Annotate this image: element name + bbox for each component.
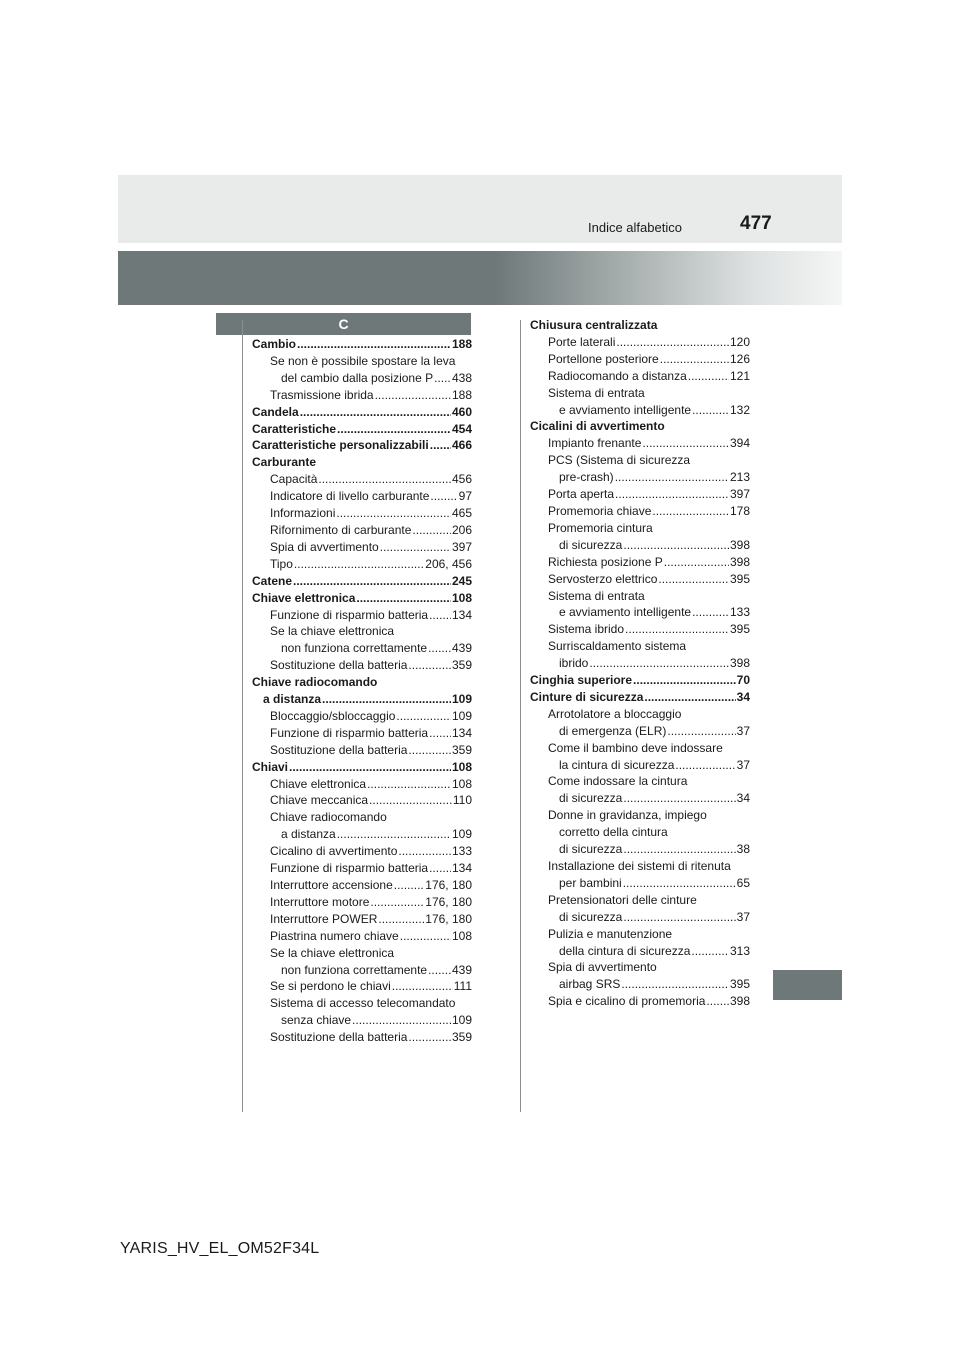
index-entry [252, 522, 472, 539]
index-entry [252, 353, 472, 370]
index-entry-page: 108 [451, 590, 472, 605]
index-entry [252, 995, 472, 1012]
dot-leader [337, 421, 451, 438]
index-entry [252, 607, 472, 624]
dot-leader [428, 962, 451, 979]
index-entry [530, 385, 750, 402]
index-entry-page: 398 [729, 537, 750, 552]
index-entry [530, 892, 750, 909]
index-entry-term: Sostituzione della batteria [270, 742, 408, 757]
index-entry-term: Cicalino di avvertimento [270, 844, 398, 859]
index-entry-term: Interruttore POWER [270, 911, 378, 926]
index-entry-page: 245 [451, 573, 472, 588]
index-entry-term: Sistema di entrata [548, 385, 645, 400]
index-entry [252, 370, 472, 387]
index-entry-term: Promemoria chiave [548, 503, 652, 518]
index-entry-page: 178 [729, 503, 750, 518]
index-entry-term: Chiusura centralizzata [530, 318, 658, 332]
index-entry-page: 109 [451, 1013, 472, 1028]
index-column-right [530, 317, 750, 1010]
index-entry-term: Arrotolatore a bloccaggio [548, 706, 682, 721]
dot-leader [633, 672, 736, 689]
index-entry-term: Spia di avvertimento [270, 539, 379, 554]
dot-leader [616, 334, 729, 351]
index-entry-term: non funziona correttamente [281, 962, 428, 977]
index-entry [530, 757, 750, 774]
index-entry-term: Carburante [252, 455, 317, 470]
dot-leader [352, 1012, 451, 1029]
index-entry-page: 359 [451, 1030, 472, 1045]
index-entry-term: Chiave radiocomando [270, 810, 387, 825]
dot-leader [625, 621, 729, 638]
index-entry-page: 398 [729, 554, 750, 569]
index-entry-page: 121 [729, 368, 750, 383]
index-entry [530, 655, 750, 672]
index-entry-page: 206 [451, 522, 472, 537]
index-entry-page: 188 [451, 387, 472, 402]
index-entry-page: 313 [729, 943, 750, 958]
index-entry-page: 176, 180 [425, 878, 472, 892]
index-entry [252, 742, 472, 759]
index-entry-page: 394 [729, 436, 750, 451]
dot-leader [430, 437, 451, 454]
dot-leader [623, 537, 729, 554]
index-entry-page: 37 [736, 757, 750, 772]
index-entry-term: Servosterzo elettrico [548, 571, 658, 586]
index-entry [530, 452, 750, 469]
index-entry [530, 368, 750, 385]
document-code-footer: YARIS_HV_EL_OM52F34L [120, 1240, 320, 1257]
index-entry-page: 439 [451, 641, 472, 656]
index-entry-page: 359 [451, 658, 472, 673]
dot-leader [300, 404, 451, 421]
index-entry-term: Pulizia e manutenzione [548, 926, 673, 941]
index-entry [530, 537, 750, 554]
index-entry-page: 109 [451, 692, 472, 707]
index-entry [530, 790, 750, 807]
index-entry-term: Sostituzione della batteria [270, 1030, 408, 1045]
index-entry [530, 706, 750, 723]
dot-leader [408, 1029, 451, 1046]
dot-leader [369, 792, 452, 809]
index-entry-page: 397 [729, 487, 750, 502]
index-entry-term: Se non è possibile spostare la leva [270, 353, 456, 368]
index-entry-term: Se la chiave elettronica [270, 945, 395, 960]
index-entry-page: 454 [451, 421, 472, 436]
dot-leader [692, 402, 729, 419]
left-column-rule [242, 320, 243, 1112]
index-entry-page: 456 [451, 472, 472, 487]
index-entry [252, 894, 472, 911]
dot-leader [429, 860, 451, 877]
index-entry-page: 398 [729, 994, 750, 1009]
index-entry-term: del cambio dalla posizione P [281, 370, 434, 385]
index-entry [530, 469, 750, 486]
index-entry-term: Se la chiave elettronica [270, 624, 395, 639]
index-entry [530, 435, 750, 452]
index-entry [530, 858, 750, 875]
index-entry [252, 437, 472, 454]
index-entry-term: e avviamento intelligente [559, 605, 692, 620]
index-entry-term: ibrido [559, 656, 589, 671]
index-entry-term: Capacità [270, 472, 318, 487]
index-entry [530, 317, 750, 334]
index-entry-page: 133 [451, 844, 472, 859]
dot-leader [615, 469, 729, 486]
index-entry-term: Se si perdono le chiavi [270, 979, 391, 994]
index-entry [252, 623, 472, 640]
index-entry-page: 397 [451, 539, 472, 554]
dot-leader [623, 875, 736, 892]
index-entry [252, 962, 472, 979]
index-entry [530, 402, 750, 419]
index-entry [530, 672, 750, 689]
index-entry-term: di sicurezza [559, 842, 623, 857]
index-entry [252, 945, 472, 962]
index-entry-page: 109 [451, 827, 472, 842]
dot-leader [318, 471, 451, 488]
dot-leader [322, 691, 451, 708]
dot-leader [380, 539, 451, 556]
index-entry [252, 725, 472, 742]
middle-column-rule [520, 320, 521, 1112]
index-entry-page: 37 [736, 909, 750, 924]
index-entry [252, 843, 472, 860]
index-entry-term: Caratteristiche personalizzabili [252, 438, 429, 453]
index-entry [252, 657, 472, 674]
dot-leader [675, 757, 735, 774]
index-entry-term: Funzione di risparmio batteria [270, 607, 429, 622]
index-entry-page: 359 [451, 742, 472, 757]
section-title: Indice alfabetico [588, 220, 682, 235]
index-entry-page: 134 [451, 607, 472, 622]
index-entry [252, 877, 472, 894]
index-entry [252, 691, 472, 708]
index-entry [530, 689, 750, 706]
index-entry-page: 134 [451, 861, 472, 876]
index-entry-term: Chiave elettronica [252, 590, 356, 605]
index-entry-page: 398 [729, 656, 750, 671]
index-entry [530, 604, 750, 621]
dot-leader [337, 826, 451, 843]
index-entry-page: 34 [736, 791, 750, 806]
index-entry [530, 976, 750, 993]
index-entry-page: 120 [729, 334, 750, 349]
index-entry [252, 928, 472, 945]
dot-leader [658, 571, 729, 588]
index-entry-term: Rifornimento di carburante [270, 522, 412, 537]
dot-leader [660, 351, 729, 368]
index-entry-term: pre-crash) [559, 470, 614, 485]
index-letter-tab: C [216, 313, 471, 335]
index-entry-term: Porte laterali [548, 334, 616, 349]
dot-leader [688, 368, 729, 385]
index-entry-term: Impianto frenante [548, 436, 642, 451]
dot-leader [667, 723, 735, 740]
index-entry-page: 108 [451, 928, 472, 943]
dot-leader [615, 486, 729, 503]
dot-leader [692, 604, 729, 621]
index-entry [252, 708, 472, 725]
dot-leader [621, 976, 729, 993]
index-entry [252, 387, 472, 404]
index-entry [530, 909, 750, 926]
dot-leader [289, 759, 451, 776]
index-entry-term: Candela [252, 404, 299, 419]
dot-leader [429, 607, 451, 624]
index-entry [252, 1012, 472, 1029]
index-entry-term: Tipo [270, 556, 293, 571]
index-entry [530, 588, 750, 605]
index-entry-term: Come il bambino deve indossare [548, 740, 723, 755]
index-entry-term: di sicurezza [559, 909, 623, 924]
index-entry [530, 351, 750, 368]
index-entry [252, 640, 472, 657]
index-entry [530, 621, 750, 638]
index-entry-page: 206, 456 [425, 556, 472, 571]
index-entry-page: 133 [729, 605, 750, 620]
index-entry-term: Interruttore accensione [270, 878, 393, 892]
index-entry-term: Sistema ibrido [548, 622, 625, 637]
index-entry [530, 959, 750, 976]
dot-leader [408, 657, 451, 674]
index-entry-page: 395 [729, 571, 750, 586]
index-entry [530, 807, 750, 824]
index-entry-term: Come indossare la cintura [548, 774, 688, 789]
index-entry-page: 108 [451, 759, 472, 774]
index-entry-page: 97 [458, 489, 472, 504]
dot-leader [623, 841, 735, 858]
decorative-gradient-bar [118, 251, 842, 305]
index-entry [252, 336, 472, 353]
index-entry-term: non funziona correttamente [281, 641, 428, 656]
dot-leader [398, 843, 451, 860]
index-entry-term: Installazione dei sistemi di ritenuta [548, 859, 731, 873]
index-entry-term: Radiocomando a distanza [548, 368, 687, 383]
dot-leader [664, 554, 729, 571]
index-entry-term: Pretensionatori delle cinture [548, 892, 697, 907]
dot-leader [293, 573, 451, 590]
index-entry-page: 213 [729, 470, 750, 485]
index-entry-page: 110 [452, 793, 472, 808]
index-entry-term: a distanza [281, 827, 336, 842]
index-entry-page: 38 [736, 842, 750, 857]
index-entry [530, 723, 750, 740]
dot-leader [623, 909, 735, 926]
dot-leader [430, 488, 457, 505]
header-band [118, 175, 842, 243]
index-entry-page: 126 [729, 351, 750, 366]
index-entry [530, 841, 750, 858]
index-entry-term: Portellone posteriore [548, 351, 659, 366]
index-entry-term: Sistema di accesso telecomandato [270, 996, 456, 1011]
dot-leader [642, 435, 729, 452]
dot-leader [429, 725, 451, 742]
dot-leader [408, 742, 451, 759]
dot-leader [294, 556, 424, 573]
index-entry-term: senza chiave [281, 1013, 352, 1028]
index-entry [530, 824, 750, 841]
index-entry-term: Donne in gravidanza, impiego [548, 808, 707, 823]
index-entry [530, 993, 750, 1010]
index-entry-term: Sistema di entrata [548, 588, 645, 603]
index-entry-page: 188 [451, 337, 472, 351]
dot-leader [336, 505, 451, 522]
index-entry [530, 334, 750, 351]
index-entry-term: per bambini [559, 875, 622, 890]
index-entry-page: 37 [736, 723, 750, 738]
index-entry-page: 34 [736, 689, 750, 704]
index-entry [530, 638, 750, 655]
index-entry [530, 943, 750, 960]
index-entry [252, 759, 472, 776]
dot-leader [392, 978, 453, 995]
page-number: 477 [740, 213, 772, 234]
index-entry-term: Piastrina numero chiave [270, 928, 399, 943]
dot-leader [412, 522, 451, 539]
index-entry [252, 792, 472, 809]
dot-leader [644, 689, 735, 706]
index-entry-term: PCS (Sistema di sicurezza [548, 453, 691, 468]
index-entry-term: Cinture di sicurezza [530, 689, 644, 704]
index-entry [252, 471, 472, 488]
index-entry [252, 1029, 472, 1046]
index-entry [530, 486, 750, 503]
index-entry-page: 465 [451, 506, 472, 521]
dot-leader [375, 387, 451, 404]
dot-leader [623, 790, 735, 807]
index-entry-term: Richiesta posizione P [548, 554, 663, 569]
index-entry-page: 176, 180 [425, 894, 472, 909]
index-entry-term: Surriscaldamento sistema [548, 639, 687, 654]
index-entry [252, 488, 472, 505]
index-entry-term: di emergenza (ELR) [559, 723, 667, 738]
index-entry [530, 875, 750, 892]
index-entry-page: 109 [451, 708, 472, 723]
index-entry [530, 503, 750, 520]
index-entry [252, 776, 472, 793]
index-entry-page: 134 [451, 725, 472, 740]
index-entry [252, 539, 472, 556]
index-entry-page: 132 [729, 402, 750, 417]
index-entry-term: e avviamento intelligente [559, 402, 692, 417]
index-entry [252, 556, 472, 573]
index-entry-page: 466 [451, 438, 472, 453]
index-entry [252, 809, 472, 826]
index-entry [252, 454, 472, 471]
index-entry-term: Indicatore di livello carburante [270, 489, 430, 504]
index-entry [530, 926, 750, 943]
index-entry-page: 395 [729, 977, 750, 992]
index-entry-term: Chiave meccanica [270, 793, 369, 808]
index-entry-page: 70 [736, 673, 750, 688]
dot-leader [428, 640, 451, 657]
index-entry-term: di sicurezza [559, 791, 623, 806]
dot-leader [370, 894, 424, 911]
index-entry-term: di sicurezza [559, 537, 623, 552]
dot-leader [400, 928, 451, 945]
index-entry-term: corretto della cintura [559, 825, 668, 840]
index-entry [530, 554, 750, 571]
index-entry-term: Sostituzione della batteria [270, 658, 408, 673]
dot-leader [367, 776, 451, 793]
index-entry-page: 438 [451, 370, 472, 385]
index-entry-term: Trasmissione ibrida [270, 387, 374, 402]
index-entry-term: Promemoria cintura [548, 520, 653, 535]
index-entry [530, 520, 750, 537]
index-entry [252, 911, 472, 928]
index-entry [252, 978, 472, 995]
dot-leader [396, 708, 451, 725]
index-entry-term: Chiavi [252, 759, 289, 774]
index-entry-page: 65 [736, 875, 750, 890]
chapter-side-tab [773, 970, 842, 1000]
index-entry-page: 395 [729, 622, 750, 637]
index-entry [252, 826, 472, 843]
index-entry [252, 573, 472, 590]
index-entry-term: a distanza [263, 692, 322, 707]
index-entry [530, 418, 750, 435]
index-entry [252, 404, 472, 421]
index-entry-term: Cicalini di avvertimento [530, 419, 665, 434]
dot-leader [706, 993, 729, 1010]
index-entry-term: Porta aperta [548, 487, 615, 502]
index-entry-term: Chiave elettronica [270, 776, 367, 791]
index-entry-term: Bloccaggio/sbloccaggio [270, 708, 396, 723]
index-entry [252, 505, 472, 522]
index-entry [252, 860, 472, 877]
index-entry-term: airbag SRS [559, 977, 621, 992]
index-entry-term: Caratteristiche [252, 421, 337, 436]
index-entry [252, 421, 472, 438]
dot-leader [434, 370, 451, 387]
index-entry [530, 740, 750, 757]
index-entry-page: 108 [451, 776, 472, 791]
index-entry-term: la cintura di sicurezza [559, 757, 675, 772]
index-entry-term: Informazioni [270, 506, 336, 521]
index-entry [530, 571, 750, 588]
index-entry-term: Spia di avvertimento [548, 960, 657, 975]
index-entry-term: Spia e cicalino di promemoria [548, 994, 706, 1009]
dot-leader [394, 877, 425, 894]
index-entry-term: Cambio [252, 337, 297, 351]
index-entry-term: della cintura di sicurezza [559, 943, 691, 958]
index-entry-page: 176, 180 [425, 911, 472, 926]
index-entry-page: 111 [453, 979, 472, 994]
index-entry-page: 460 [451, 404, 472, 419]
index-entry-page: 439 [451, 962, 472, 977]
index-entry-term: Funzione di risparmio batteria [270, 861, 429, 876]
dot-leader [378, 911, 424, 928]
index-entry-term: Funzione di risparmio batteria [270, 725, 429, 740]
index-entry [530, 773, 750, 790]
dot-leader [691, 943, 729, 960]
index-entry-term: Catene [252, 573, 293, 588]
dot-leader [652, 503, 729, 520]
index-entry-term: Chiave radiocomando [252, 675, 378, 690]
dot-leader [297, 336, 451, 353]
index-entry [252, 590, 472, 607]
index-entry-term: Interruttore motore [270, 894, 370, 909]
index-entry-term: Cinghia superiore [530, 673, 633, 688]
dot-leader [589, 655, 729, 672]
index-entry [252, 674, 472, 691]
dot-leader [356, 590, 451, 607]
index-column-left [252, 336, 472, 1046]
